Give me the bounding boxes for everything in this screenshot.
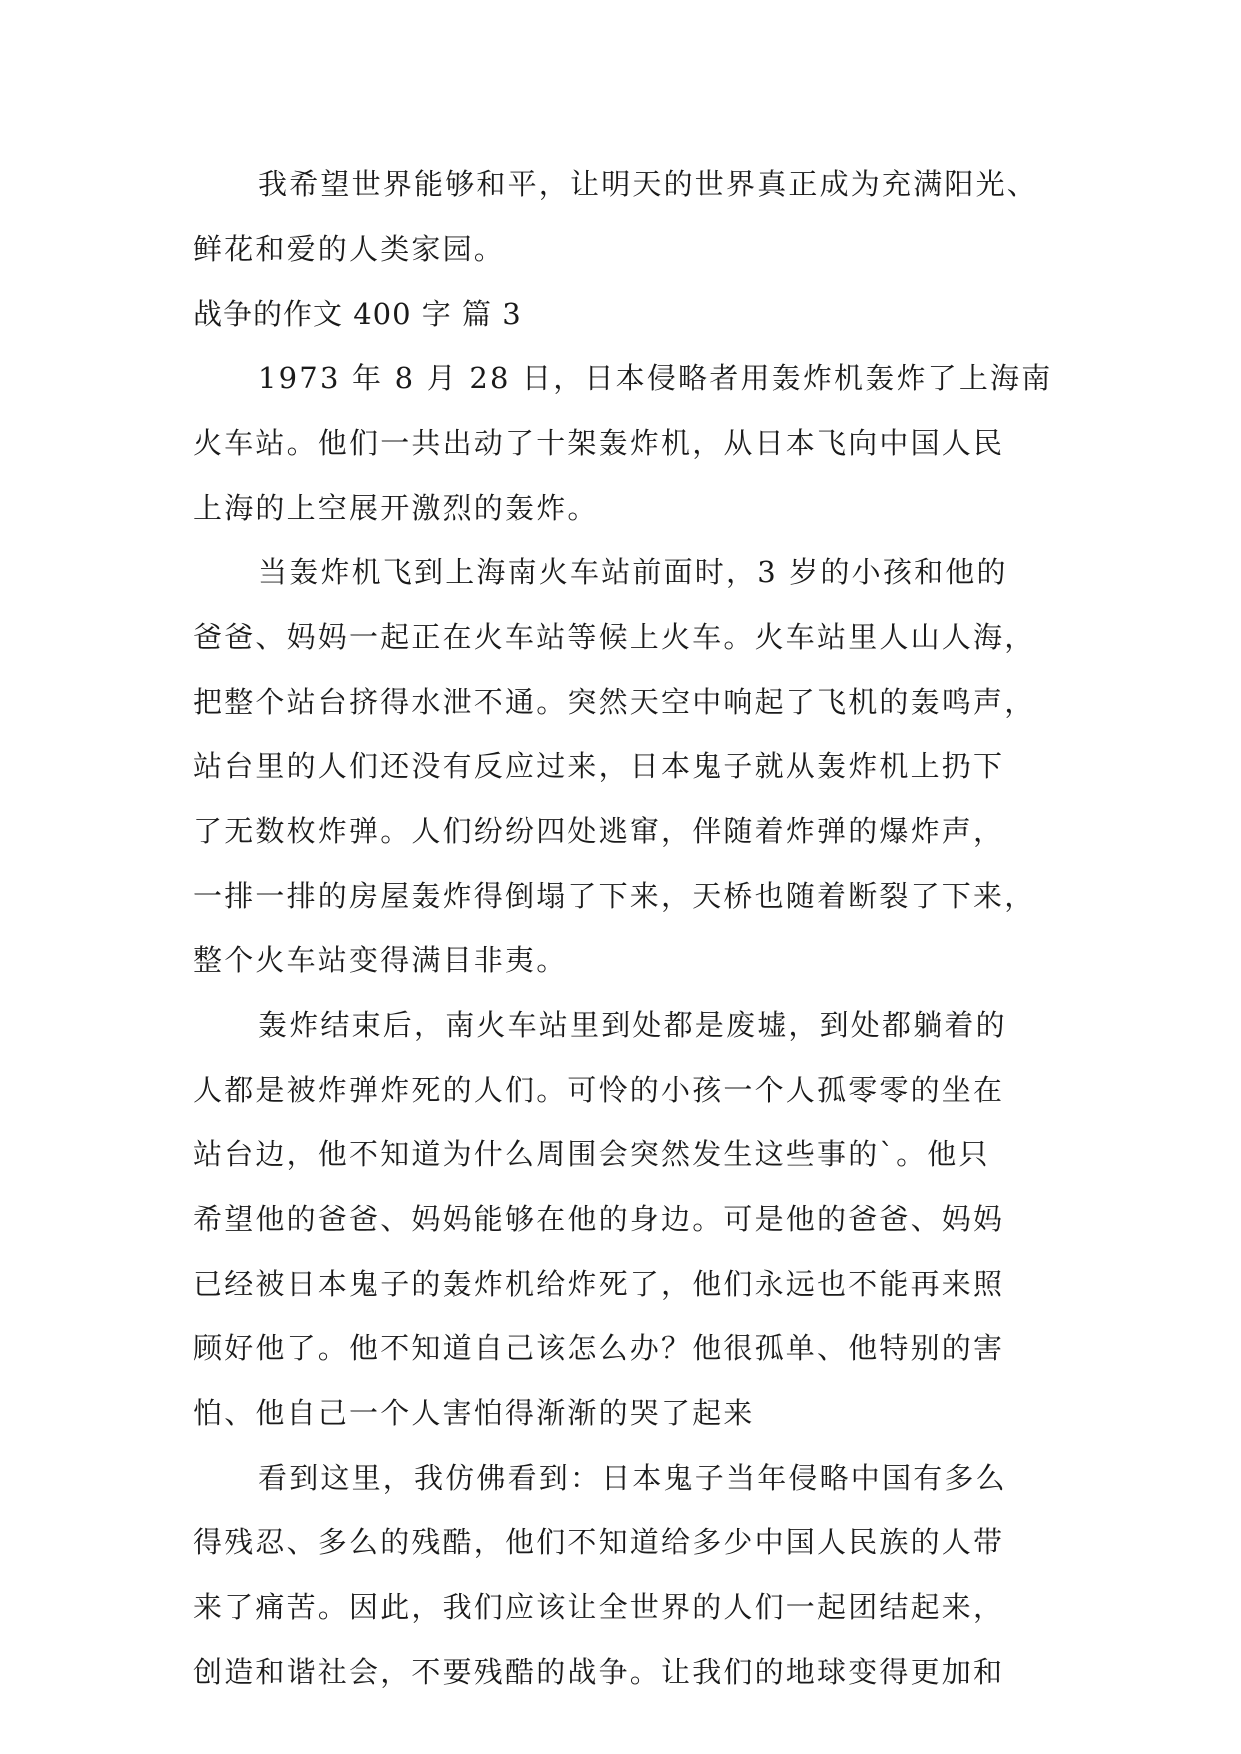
paragraph-1-line-2: 火车站。他们一共出动了十架轰炸机，从日本飞向中国人民: [193, 426, 1005, 460]
paragraph-3-line-1: 轰炸结束后，南火车站里到处都是废墟，到处都躺着的: [258, 1008, 1007, 1042]
paragraph-2-line-3: 把整个站台挤得水泄不通。突然天空中响起了飞机的轰鸣声，: [193, 685, 1036, 719]
paragraph-2-line-4: 站台里的人们还没有反应过来，日本鬼子就从轰炸机上扔下: [193, 749, 1005, 783]
paragraph-1-line-3: 上海的上空展开激烈的轰炸。: [193, 491, 599, 525]
paragraph-4-line-1: 看到这里，我仿佛看到：日本鬼子当年侵略中国有多么: [258, 1461, 1007, 1495]
paragraph-3-line-4: 希望他的爸爸、妈妈能够在他的身边。可是他的爸爸、妈妈: [193, 1202, 1005, 1236]
paragraph-2-line-1: 当轰炸机飞到上海南火车站前面时，3 岁的小孩和他的: [258, 555, 1008, 589]
paragraph-4-line-2: 得残忍、多么的残酷，他们不知道给多少中国人民族的人带: [193, 1525, 1005, 1559]
paragraph-2-line-5: 了无数枚炸弹。人们纷纷四处逃窜，伴随着炸弹的爆炸声，: [193, 814, 1005, 848]
paragraph-2-line-2: 爸爸、妈妈一起正在火车站等候上火车。火车站里人山人海，: [193, 620, 1036, 654]
section-heading: 战争的作文 400 字 篇 3: [193, 297, 522, 331]
paragraph-3-line-7: 怕、他自己一个人害怕得渐渐的哭了起来: [193, 1396, 755, 1430]
paragraph-2-line-7: 整个火车站变得满目非夷。: [193, 943, 568, 977]
paragraph-4-line-3: 来了痛苦。因此，我们应该让全世界的人们一起团结起来，: [193, 1590, 1005, 1624]
paragraph-4-line-4: 创造和谐社会，不要残酷的战争。让我们的地球变得更加和: [193, 1655, 1005, 1689]
paragraph-3-line-5: 已经被日本鬼子的轰炸机给炸死了，他们永远也不能再来照: [193, 1267, 1005, 1301]
intro-line-1: 我希望世界能够和平，让明天的世界真正成为充满阳光、: [258, 167, 1039, 201]
paragraph-3-line-2: 人都是被炸弹炸死的人们。可怜的小孩一个人孤零零的坐在: [193, 1073, 1005, 1107]
intro-line-2: 鲜花和爱的人类家园。: [193, 232, 506, 266]
paragraph-2-line-6: 一排一排的房屋轰炸得倒塌了下来，天桥也随着断裂了下来，: [193, 879, 1036, 913]
paragraph-3-line-3: 站台边，他不知道为什么周围会突然发生这些事的`。他只: [193, 1137, 990, 1171]
paragraph-1-line-1: 1973 年 8 月 28 日，日本侵略者用轰炸机轰炸了上海南: [258, 361, 1053, 395]
paragraph-3-line-6: 顾好他了。他不知道自己该怎么办？他很孤单、他特别的害: [193, 1331, 1005, 1365]
